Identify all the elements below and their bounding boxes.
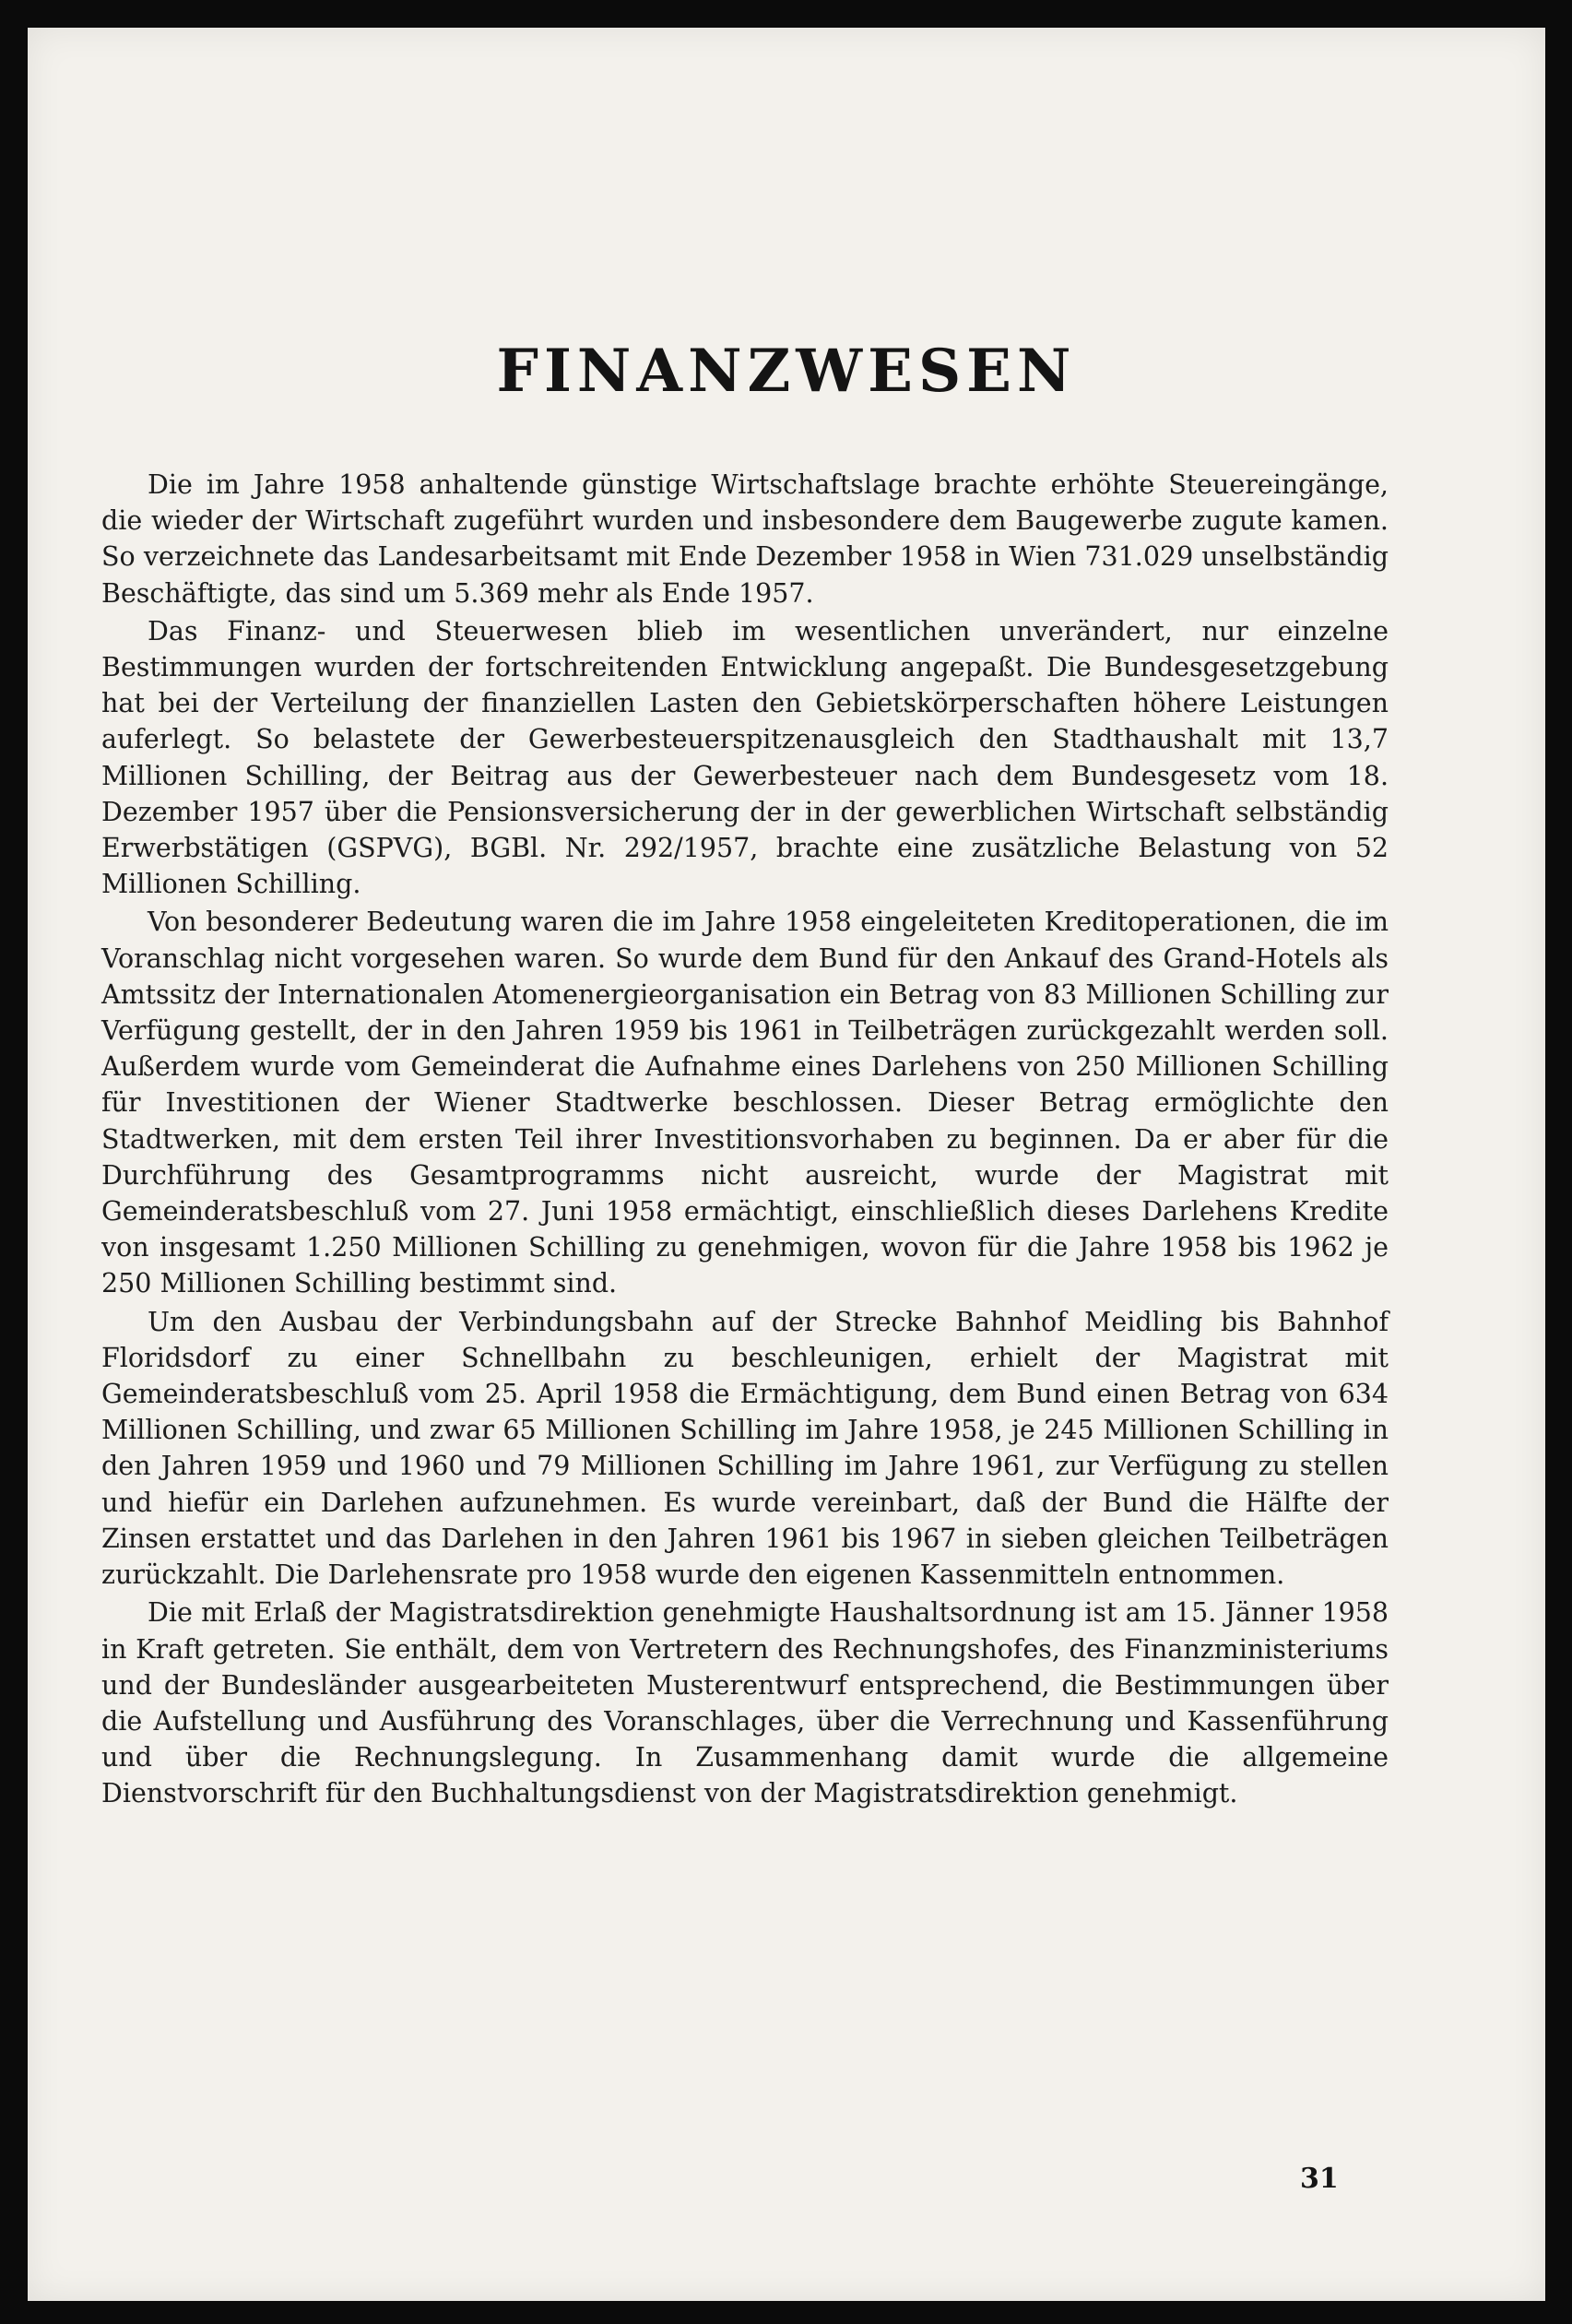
body-text bbox=[101, 467, 1389, 1814]
paragraph-3: Von besonderer Bedeutung waren die im Jahre 1958 eingeleiteten Kreditoperationen, die im Voranschlag nicht vorgesehen waren. So wurde dem Bund für den Ankauf des Grand-Hotels als Amtssitz der Internationalen Atomenergieorganisation ein Betrag von 83 Millionen Schilling zur Verfügung gestellt, der in den Jahren 1959 bis 1961 in Teilbeträgen zurückgezahlt werden soll. Außerdem wurde vom Gemeinderat die Aufnahme eines Darlehens von 250 Millionen Schilling für Investitionen der Wiener Stadtwerke beschlossen. Dieser Betrag ermöglichte den Stadtwerken, mit dem ersten Teil ihrer Investitionsvorhaben zu beginnen. Da er aber für die Durchführung des Gesamtprogramms nicht ausreicht, wurde der Magistrat mit Gemeinderatsbeschluß vom 27. Juni 1958 ermächtigt, einschließlich dieses Darlehens Kredite von insgesamt 1.250 Millionen Schilling zu genehmigen, wovon für die Jahre 1958 bis 1962 je 250 Millionen Schilling bestimmt sind. bbox=[101, 907, 1389, 1299]
paragraph-2: Das Finanz- und Steuerwesen blieb im wesentlichen unverändert, nur einzelne Bestimmungen wurden der fortschreitenden Entwicklung angepaßt. Die Bundesgesetzgebung hat bei der Verteilung der finanziellen Lasten den Gebietskörperschaften höhere Leistungen auferlegt. So belastete der Gewerbesteuerspitzenausgleich den Stadthaushalt mit 13,7 Millionen Schilling, der Beitrag aus der Gewerbesteuer nach dem Bundesgesetz vom 18. Dezember 1957 über die Pensionsversicherung der in der gewerblichen Wirtschaft selbständig Erwerbstätigen (GSPVG), BGBl. Nr. 292/1957, brachte eine zusätzliche Belastung von 52 Millionen Schilling. bbox=[101, 615, 1389, 900]
page-number: 31 bbox=[1300, 2163, 1339, 2195]
paragraph-5: Die mit Erlaß der Magistratsdirektion genehmigte Haushaltsordnung ist am 15. Jänner 1958 in Kraft getreten. Sie enthält, dem von Vertretern des Rechnungshofes, des Finanzministeriums und der Bundesländer ausgearbeiteten Musterentwurf entsprechend, die Bestimmungen über die Aufstellung und Ausführung des Voranschlages, über die Verrechnung und Kassenführung und über die Rechnungslegung. In Zusammenhang damit wurde die allgemeine Dienstvorschrift für den Buchhaltungsdienst von der Magistratsdirektion genehmigt. bbox=[101, 1597, 1389, 1809]
page-title: FINANZWESEN bbox=[496, 337, 1077, 406]
document-page bbox=[28, 28, 1545, 2301]
paragraph-4: Um den Ausbau der Verbindungsbahn auf der Strecke Bahnhof Meidling bis Bahnhof Floridsdorf zu einer Schnellbahn zu beschleunigen, erhielt der Magistrat mit Gemeinderatsbeschluß vom 25. April 1958 die Ermächtigung, dem Bund einen Betrag von 634 Millionen Schilling, und zwar 65 Millionen Schilling im Jahre 1958, je 245 Millionen Schilling in den Jahren 1959 und 1960 und 79 Millionen Schilling im Jahre 1961, zur Verfügung zu stellen und hiefür ein Darlehen aufzunehmen. Es wurde vereinbart, daß der Bund die Hälfte der Zinsen erstattet und das Darlehen in den Jahren 1961 bis 1967 in sieben gleichen Teilbeträgen zurückzahlt. Die Darlehensrate pro 1958 wurde den eigenen Kassenmitteln entnommen. bbox=[101, 1306, 1389, 1591]
paragraph-1: Die im Jahre 1958 anhaltende günstige Wirtschaftslage brachte erhöhte Steuereingänge, die wieder der Wirtschaft zugeführt wurden und insbesondere dem Baugewerbe zugute kamen. So verzeichnete das Landesarbeitsamt mit Ende Dezember 1958 in Wien 731.029 unselbständig Beschäftigte, das sind um 5.369 mehr als Ende 1957. bbox=[101, 469, 1389, 609]
